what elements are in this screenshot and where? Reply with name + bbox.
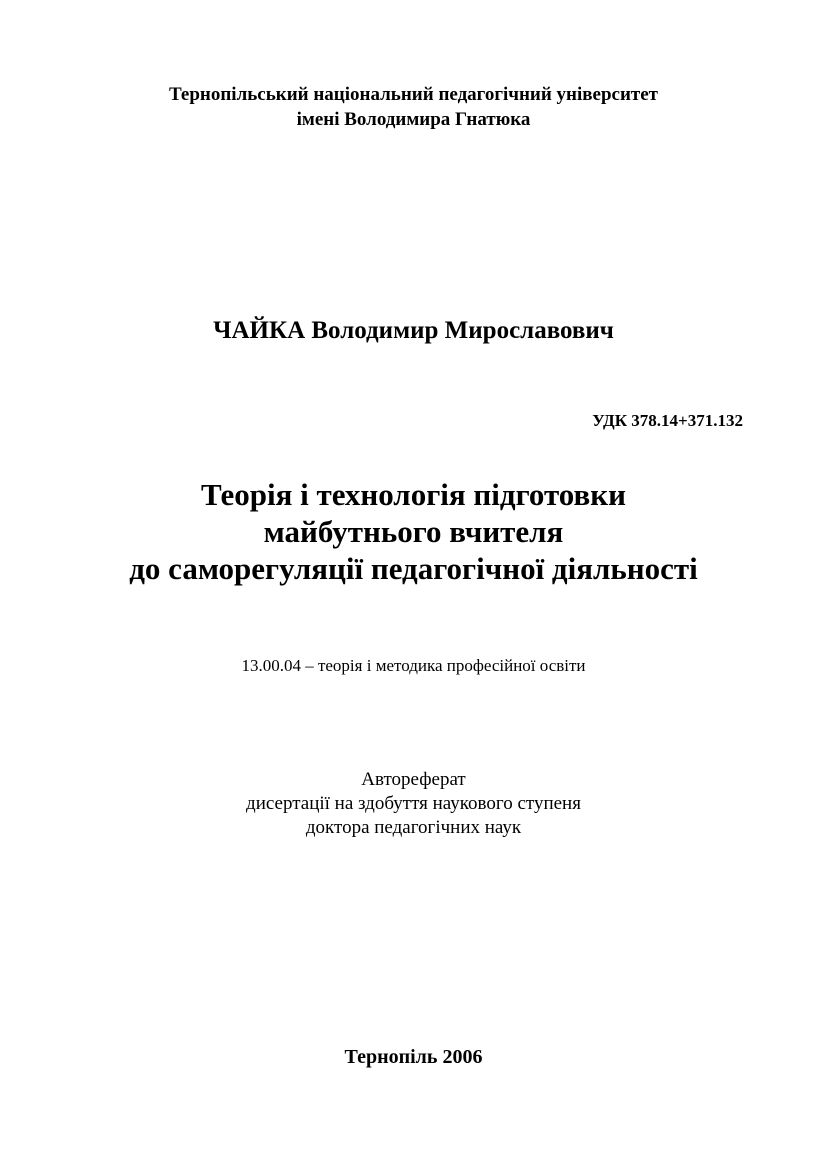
abstract-line-1: Автореферат [361, 769, 466, 790]
specialty-text: 13.00.04 – теорія і методика професійної освіти [241, 656, 586, 675]
dissertation-title [0, 476, 827, 587]
city-year-text: Тернопіль 2006 [344, 1046, 483, 1068]
title-line-3: до саморегуляції педагогічної діяльності [129, 551, 698, 586]
author-name-text: ЧАЙКА Володимир Мирославович [213, 317, 614, 344]
title-line-2: майбутнього вчителя [263, 514, 564, 549]
specialty-code [0, 655, 827, 677]
abstract-line-3: доктора педагогічних наук [305, 817, 522, 838]
author-name [0, 315, 827, 347]
university-name-line: Тернопільський національний педагогічний університет [168, 84, 659, 105]
udk-code: УДК 378.14+371.132 [592, 411, 743, 430]
title-line-1: Теорія і технологія підготовки [201, 477, 626, 512]
city-year [0, 1044, 827, 1070]
university-heading [0, 82, 827, 132]
abstract-description [0, 768, 827, 840]
university-honorific-line: імені Володимира Гнатюка [296, 109, 531, 130]
abstract-line-2: дисертації на здобуття наукового ступеня [246, 793, 581, 814]
